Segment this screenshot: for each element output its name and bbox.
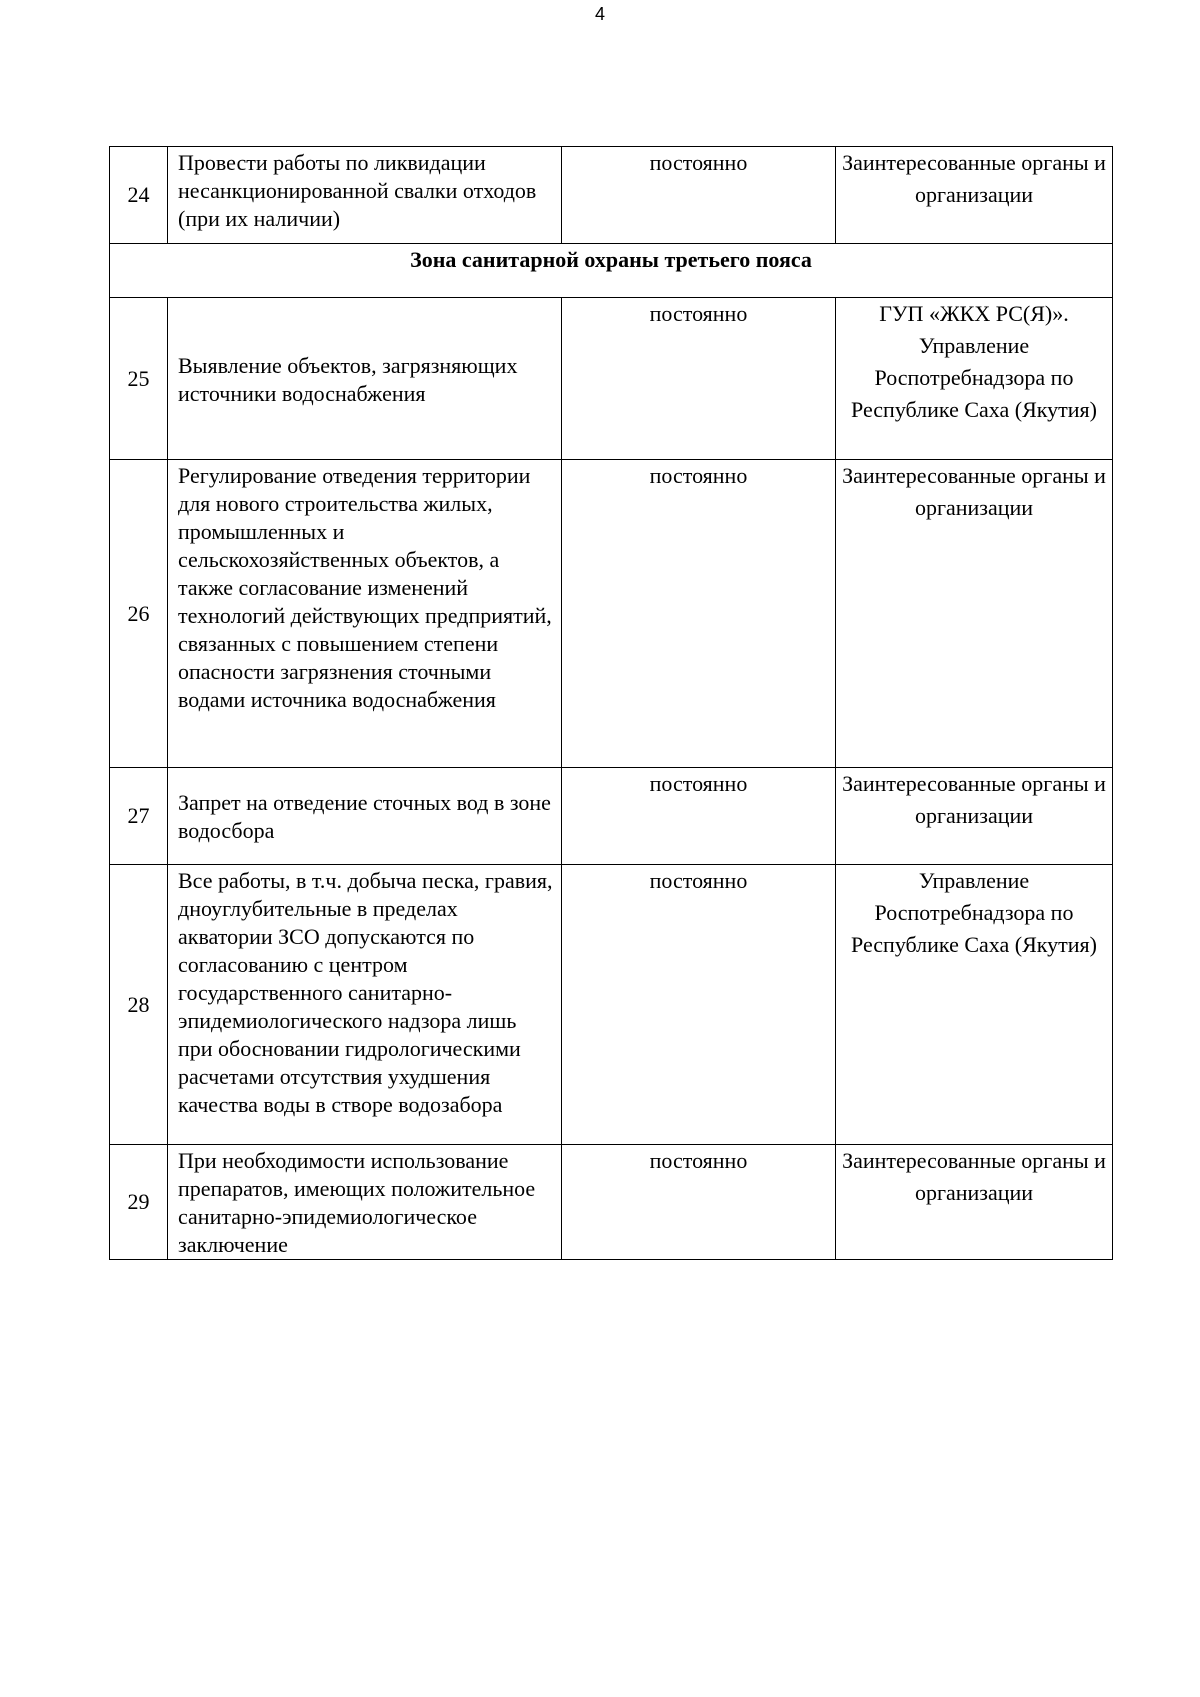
row-number: 28 <box>110 865 168 1145</box>
measure-text: При необходимости использование препаратов, имеющих положительное санитарно-эпидемиологическое заключение <box>168 1145 562 1260</box>
row-number: 26 <box>110 460 168 768</box>
responsible-text: Заинтересованные органы и организации <box>836 460 1113 768</box>
responsible-text: ГУП «ЖКХ РС(Я)». Управление Роспотребнадзора по Республике Саха (Якутия) <box>836 298 1113 460</box>
row-number: 27 <box>110 768 168 865</box>
measure-text: Запрет на отведение сточных вод в зоне водосбора <box>168 768 562 865</box>
measure-text: Все работы, в т.ч. добыча песка, гравия, дноуглубительные в пределах акватории ЗСО допускаются по согласованию с центром государственного санитарно-эпидемиологического надзора лишь при обосновании гидрологическими расчетами отсутствия ухудшения качества воды в створе водозабора <box>168 865 562 1145</box>
responsible-text: Заинтересованные органы и организации <box>836 1145 1113 1260</box>
term-text: постоянно <box>562 460 836 768</box>
measure-text: Провести работы по ликвидации несанкционированной свалки отходов (при их наличии) <box>168 147 562 244</box>
zone-header-row <box>110 244 1113 298</box>
zone-header: Зона санитарной охраны третьего пояса <box>110 244 1113 298</box>
term-text: постоянно <box>562 298 836 460</box>
term-text: постоянно <box>562 1145 836 1260</box>
measure-text: Выявление объектов, загрязняющих источники водоснабжения <box>168 298 562 460</box>
responsible-text: Заинтересованные органы и организации <box>836 147 1113 244</box>
measures-table <box>109 146 1113 1260</box>
measure-text: Регулирование отведения территории для нового строительства жилых, промышленных и сельскохозяйственных объектов, а также согласование изменений технологий действующих предприятий, связанных с повышением степени опасности загрязнения сточными водами источника водоснабжения <box>168 460 562 768</box>
term-text: постоянно <box>562 865 836 1145</box>
table-row <box>110 865 1113 1145</box>
row-number: 24 <box>110 147 168 244</box>
page-number: 4 <box>594 4 605 24</box>
table-row <box>110 298 1113 460</box>
table-row <box>110 768 1113 865</box>
responsible-text: Управление Роспотребнадзора по Республике Саха (Якутия) <box>836 865 1113 1145</box>
term-text: постоянно <box>562 147 836 244</box>
row-number: 25 <box>110 298 168 460</box>
table-row <box>110 460 1113 768</box>
row-number: 29 <box>110 1145 168 1260</box>
table-row <box>110 1145 1113 1260</box>
term-text: постоянно <box>562 768 836 865</box>
responsible-text: Заинтересованные органы и организации <box>836 768 1113 865</box>
table-row <box>110 147 1113 244</box>
